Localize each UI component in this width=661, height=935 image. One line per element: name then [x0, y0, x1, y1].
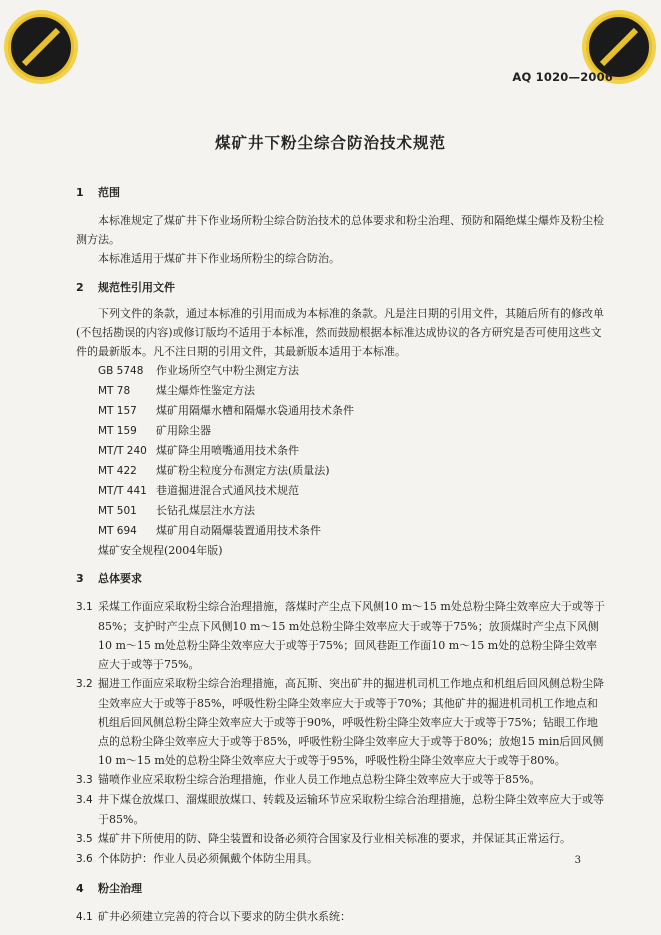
reference-item: [98, 461, 608, 481]
section-4-title: 粉尘治理: [98, 882, 142, 895]
clause-number: 3.6: [76, 853, 93, 865]
reference-item-extra: 煤矿安全规程(2004年版): [98, 544, 223, 557]
reference-code: MT/T 441: [98, 485, 147, 497]
section-1-title: 范围: [98, 186, 120, 199]
reference-item: [98, 361, 608, 381]
reference-item: [98, 521, 608, 541]
reference-code: MT 694: [98, 525, 137, 537]
reference-title: 矿用除尘器: [156, 424, 211, 437]
section-3-heading: [76, 569, 608, 588]
clause-number: 3.1: [76, 601, 93, 613]
reference-title: 煤矿粉尘粒度分布测定方法(质量法): [156, 464, 330, 477]
clause-text: 井下煤仓放煤口、溜煤眼放煤口、转载及运输环节应采取粉尘综合治理措施，总粉尘降尘效率应大于或等于85%。: [98, 793, 604, 826]
clause-3-4: [76, 790, 608, 829]
section-2-intro: 下列文件的条款，通过本标准的引用而成为本标准的条款。凡是注日期的引用文件，其随后所有的修改单(不包括勘误的内容)或修订版均不适用于本标准，然而鼓励根据本标准达成协议的各方研究是否可使用这些文件的最新版本。凡不注日期的引用文件，其最新版本适用于本标准。: [76, 307, 604, 358]
reference-item: [98, 381, 608, 401]
reference-code: MT 422: [98, 465, 137, 477]
clause-text: 锚喷作业应采取粉尘综合治理措施，作业人员工作地点总粉尘降尘效率应大于或等于85%。: [98, 773, 541, 786]
standard-code: AQ 1020—2006: [512, 70, 613, 84]
section-1-number: 1: [76, 186, 84, 199]
reference-title: 煤尘爆炸性鉴定方法: [156, 384, 255, 397]
clause-text: 采煤工作面应采取粉尘综合治理措施，落煤时产尘点下风侧10 m～15 m处总粉尘降尘效率应大于或等于85%；支护时产尘点下风侧10 m～15 m处总粉尘降尘效率应大于或等于75%；放顶煤时产尘点下风侧10 m～15 m处总粉尘降尘效率应大于或等于75%；回风巷距工作面10 m～15 m处的总粉尘降尘效率应大于或等于75%。: [98, 600, 605, 671]
document-body: [76, 183, 608, 927]
reference-item: [98, 441, 608, 461]
section-1-para-2: 本标准适用于煤矿井下作业场所粉尘的综合防治。: [98, 252, 340, 265]
reference-list: [76, 361, 608, 560]
section-4-number: 4: [76, 882, 84, 895]
clause-3-6: [76, 849, 608, 869]
reference-item: [98, 421, 608, 441]
reference-code: MT 501: [98, 505, 137, 517]
clause-text: 煤矿井下所使用的防、降尘装置和设备必须符合国家及行业相关标准的要求，并保证其正常运行。: [98, 832, 571, 845]
clause-text: 矿井必须建立完善的符合以下要求的防尘供水系统：: [98, 910, 351, 923]
section-1-para-1: 本标准规定了煤矿井下作业场所粉尘综合防治技术的总体要求和粉尘治理、预防和隔绝煤尘爆炸及粉尘检测方法。: [76, 214, 604, 246]
clause-number: 3.5: [76, 833, 93, 845]
page-number: 3: [574, 855, 581, 866]
reference-title: 煤矿用隔爆水槽和隔爆水袋通用技术条件: [156, 404, 354, 417]
section-3-number: 3: [76, 572, 84, 585]
reference-title: 作业场所空气中粉尘测定方法: [156, 364, 299, 377]
clause-number: 3.4: [76, 794, 93, 806]
reference-code: GB 5748: [98, 365, 144, 377]
reference-title: 煤矿降尘用喷嘴通用技术条件: [156, 444, 299, 457]
reference-item: [98, 401, 608, 421]
watermark-badge-left: [8, 14, 74, 80]
reference-item: [98, 501, 608, 521]
clause-3-3: [76, 770, 608, 790]
section-3-title: 总体要求: [98, 572, 142, 585]
page-title: 煤矿井下粉尘综合防治技术规范: [214, 134, 446, 152]
clause-3-2: [76, 674, 608, 770]
reference-code: MT 157: [98, 405, 137, 417]
clause-3-5: [76, 829, 608, 849]
reference-code: MT/T 240: [98, 445, 147, 457]
section-2-number: 2: [76, 281, 84, 294]
reference-title: 长钻孔煤层注水方法: [156, 504, 255, 517]
clause-4-1: [76, 907, 608, 927]
reference-title: 巷道掘进混合式通风技术规范: [156, 484, 299, 497]
clause-text: 个体防护：作业人员必须佩戴个体防尘用具。: [98, 852, 318, 865]
reference-code: MT 159: [98, 425, 137, 437]
section-2-heading: [76, 278, 608, 297]
section-1-heading: [76, 183, 608, 202]
reference-item: [98, 481, 608, 501]
clause-number: 3.3: [76, 774, 93, 786]
section-2-title: 规范性引用文件: [98, 281, 175, 294]
clause-number: 4.1: [76, 911, 93, 923]
clause-3-1: [76, 597, 608, 674]
section-4-heading: [76, 879, 608, 898]
reference-title: 煤矿用自动隔爆装置通用技术条件: [156, 524, 321, 537]
clause-number: 3.2: [76, 678, 93, 690]
reference-code: MT 78: [98, 385, 131, 397]
clause-text: 掘进工作面应采取粉尘综合治理措施，高瓦斯、突出矿井的掘进机司机工作地点和机组后回风侧总粉尘降尘效率应大于或等于85%，呼吸性粉尘降尘效率应大于或等于70%；其他矿井的掘进机司机工作地点和机组后回风侧总粉尘降尘效率应大于或等于90%，呼吸性粉尘降尘效率应大于或等于75%；钻眼工作地点的总粉尘降尘效率应大于或等于85%，呼吸性粉尘降尘效率应大于或等于80%；放炮15 min后回风侧10 m～15 m处的总粉尘降尘效率应大于或等于95%，呼吸性粉尘降尘效率应大于或等于80%。: [98, 677, 604, 767]
